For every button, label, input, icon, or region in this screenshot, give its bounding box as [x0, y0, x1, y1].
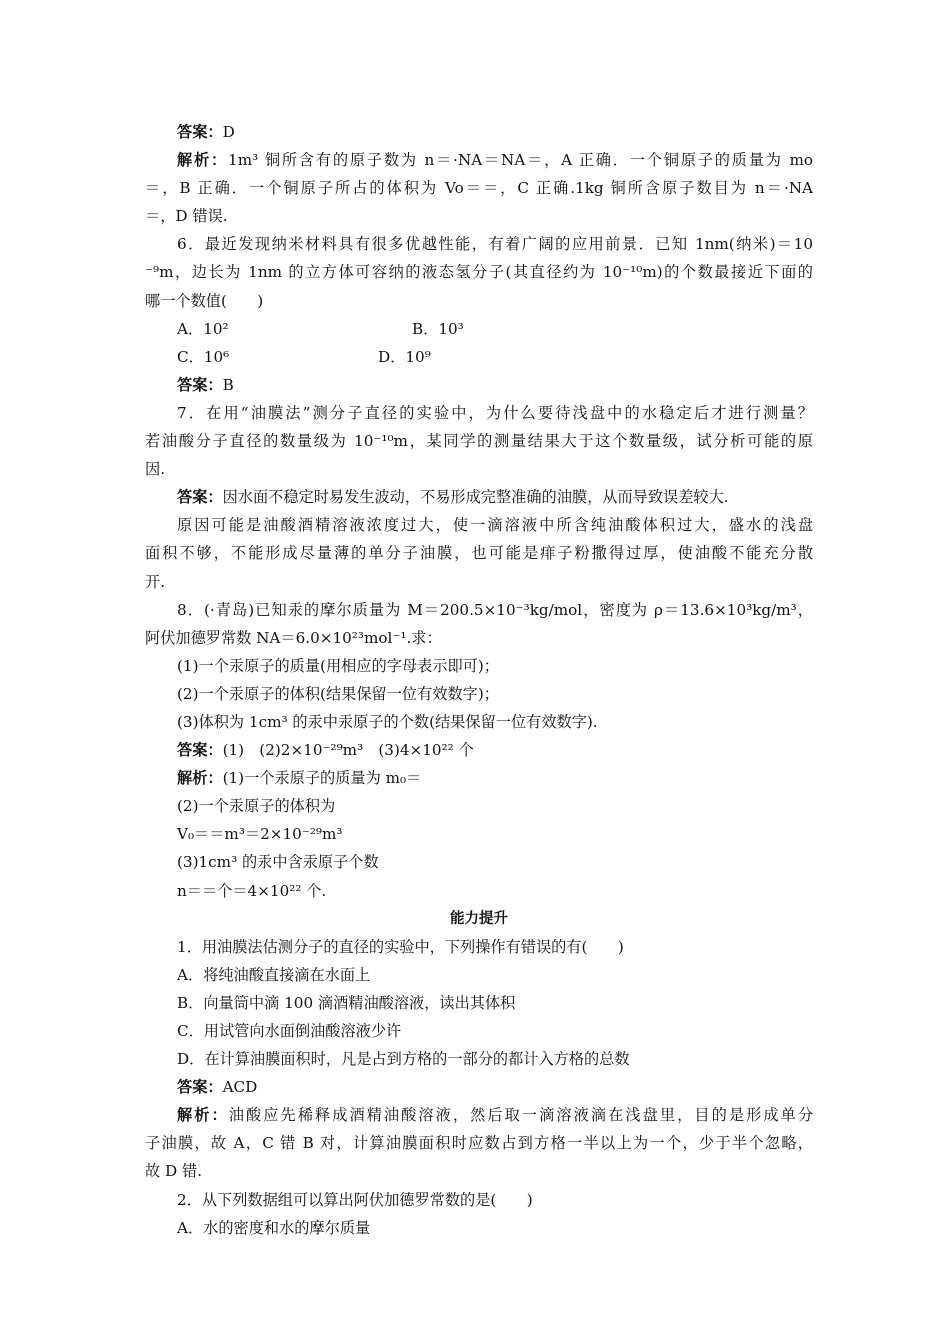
answer-label: 答案： — [177, 123, 223, 141]
answer-line — [145, 118, 813, 146]
question-8-part: (1)一个汞原子的质量(用相应的字母表示即可)； — [177, 656, 499, 675]
option-c: C．10⁶ — [177, 347, 230, 366]
answer-label: 答案： — [177, 1078, 223, 1097]
option-d: D．10⁹ — [378, 347, 431, 366]
answer-line: 原因可能是油酸酒精溶液浓度过大，使一滴溶液中所含纯油酸体积过大，盛水的浅盘 — [177, 516, 813, 535]
question-7-line: 7．在用“油膜法”测分子直径的实验中，为什么要待浅盘中的水稳定后才进行测量？ — [177, 403, 813, 422]
answer-value: (1) (2)2×10⁻²⁹m³ (3)4×10²² 个 — [222, 741, 474, 760]
question-6-line: ⁻⁹m，边长为 1nm 的立方体可容纳的液态氢分子(其直径约为 10⁻¹⁰m)的个数最接近下面的 — [145, 263, 813, 282]
option-a: A．水的密度和水的摩尔质量 — [177, 1218, 371, 1237]
options-row — [145, 343, 813, 371]
analysis-line — [145, 146, 813, 174]
answer-line: 开. — [145, 572, 166, 591]
question-6-line: 6．最近发现纳米材料具有很多优越性能，有着广阔的应用前景．已知 1nm(纳米)＝10 — [177, 235, 813, 254]
analysis-line — [145, 1101, 813, 1129]
document-page — [145, 118, 813, 1242]
option-d: D．在计算油膜面积时，凡是占到方格的一部分的都计入方格的总数 — [177, 1050, 630, 1069]
option-b: B．向量筒中滴 100 滴酒精油酸溶液，读出其体积 — [177, 993, 516, 1012]
option-c: C．用试管向水面倒油酸溶液少许 — [177, 1022, 402, 1040]
answer-label: 答案： — [177, 488, 223, 507]
answer-line — [145, 483, 813, 511]
option-a: A．10² — [177, 319, 229, 338]
answer-value: ACD — [222, 1078, 258, 1097]
answer-line — [145, 1073, 813, 1101]
analysis-label: 解析： — [177, 151, 229, 170]
analysis-line: n＝＝个＝4×10²² 个. — [177, 881, 327, 900]
analysis-text: 油酸应先稀释成酒精油酸溶液，然后取一滴溶液滴在浅盘里，目的是形成单分 — [228, 1106, 813, 1125]
practice-1-stem: 1．用油膜法估测分子的直径的实验中，下列操作有错误的有( ) — [177, 937, 624, 956]
answer-value: D — [222, 123, 235, 141]
question-6-line: 哪一个数值( ) — [145, 291, 264, 310]
analysis-label: 解析： — [177, 1106, 229, 1125]
answer-value: B — [222, 375, 234, 394]
answer-label: 答案： — [177, 741, 223, 760]
options-row — [145, 315, 813, 343]
question-7-line: 若油酸分子直径的数量级为 10⁻¹⁰m，某同学的测量结果大于这个数量级，试分析可能的原 — [145, 432, 813, 451]
option-a: A．将纯油酸直接滴在水面上 — [177, 965, 371, 984]
analysis-line — [145, 764, 813, 792]
question-8-line: 阿伏加德罗常数 NA＝6.0×10²³mol⁻¹.求： — [145, 628, 442, 647]
option-b: B．10³ — [412, 319, 464, 338]
analysis-line: ＝，D 错误. — [145, 207, 228, 226]
question-8-part: (3)体积为 1cm³ 的汞中汞原子的个数(结果保留一位有效数字). — [177, 712, 598, 731]
analysis-text: 1m³ 铜所含有的原子数为 n＝·NA＝NA＝，A 正确．一个铜原子的质量为 mo — [228, 151, 814, 170]
answer-text: 因水面不稳定时易发生波动，不易形成完整准确的油膜，从而导致误差较大. — [222, 488, 729, 507]
analysis-line: ＝，B 正确．一个铜原子所占的体积为 Vo＝＝，C 正确.1kg 铜所含原子数目为 n＝·NA — [145, 179, 813, 198]
question-8-line: 8．(·青岛)已知汞的摩尔质量为 M＝200.5×10⁻³kg/mol，密度为 ρ＝13.6×10³kg/m³， — [177, 600, 813, 619]
question-7-line: 因. — [145, 460, 166, 479]
section-title: 能力提升 — [450, 910, 508, 927]
practice-2-stem: 2．从下列数据组可以算出阿伏加德罗常数的是( ) — [177, 1190, 533, 1209]
analysis-line: 子油膜，故 A，C 错 B 对，计算油膜面积时应数占到方格一半以上为一个，少于半个忽略， — [145, 1134, 813, 1153]
analysis-line: V₀＝＝m³＝2×10⁻²⁹m³ — [177, 825, 343, 844]
analysis-line: (2)一个汞原子的体积为 — [177, 797, 336, 816]
answer-line — [145, 371, 813, 399]
answer-label: 答案： — [177, 375, 223, 394]
analysis-line: 故 D 错. — [145, 1162, 203, 1181]
answer-line: 面积不够，不能形成尽量薄的单分子油膜，也可能是痱子粉撒得过厚，使油酸不能充分散 — [145, 544, 813, 563]
analysis-label: 解析： — [177, 769, 223, 788]
analysis-text: (1)一个汞原子的质量为 m₀＝ — [222, 769, 422, 788]
question-8-part: (2)一个汞原子的体积(结果保留一位有效数字)； — [177, 684, 499, 703]
answer-line — [145, 736, 813, 764]
analysis-line: (3)1cm³ 的汞中含汞原子个数 — [177, 853, 379, 872]
